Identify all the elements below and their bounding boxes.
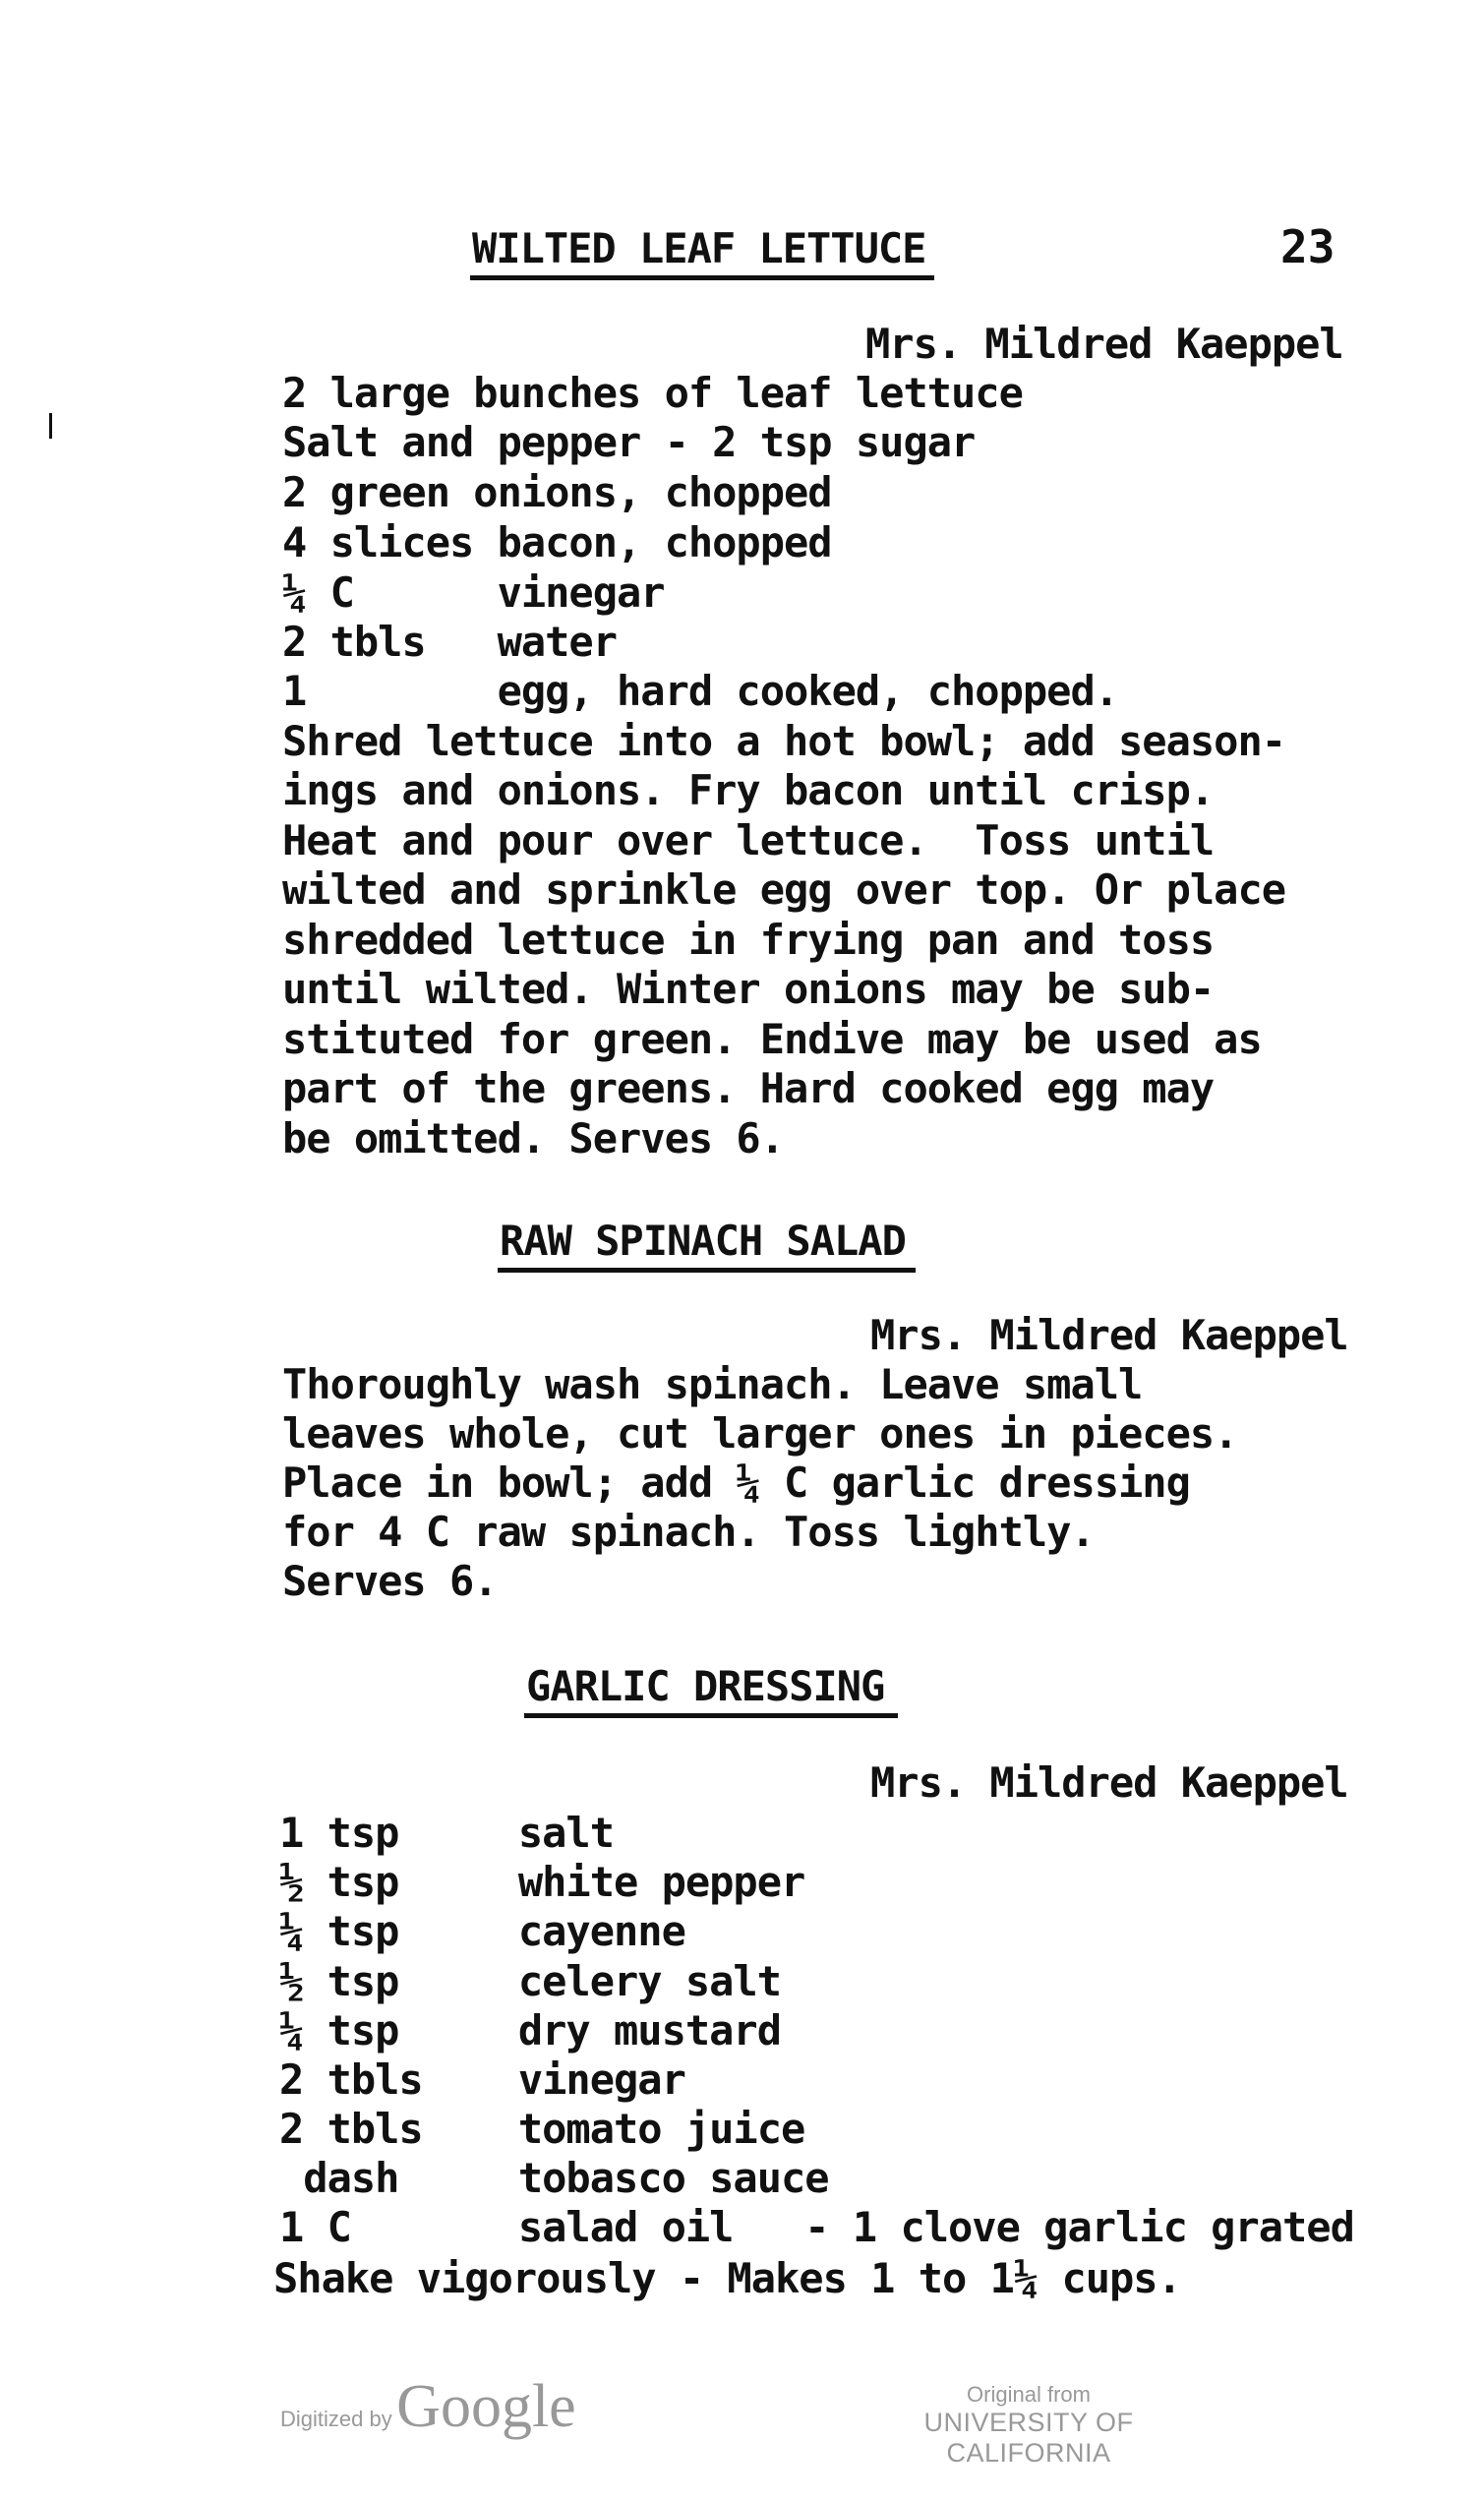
recipe-line: Salt and pepper - 2 tsp sugar	[282, 418, 976, 466]
recipe-line: ¼ tsp cayenne	[279, 1907, 685, 1955]
recipe-line: 2 tbls tomato juice	[279, 2105, 805, 2153]
recipe-line: leaves whole, cut larger ones in pieces.	[282, 1409, 1238, 1458]
original-from-label: Original from	[967, 2382, 1091, 2407]
recipe-line: 1 C salad oil - 1 clove garlic grated	[279, 2203, 1354, 2251]
recipe-line: Heat and pour over lettuce. Toss until	[282, 816, 1215, 864]
recipe-line: Shred lettuce into a hot bowl; add season-	[282, 717, 1286, 765]
recipe-line: stituted for green. Endive may be used as	[282, 1015, 1262, 1063]
recipe-line: wilted and sprinkle egg over top. Or place	[282, 865, 1286, 914]
page-number: 23	[1280, 220, 1336, 273]
recipe-line: for 4 C raw spinach. Toss lightly.	[282, 1508, 1095, 1556]
recipe-line: be omitted. Serves 6.	[282, 1114, 785, 1162]
recipe-line: Serves 6.	[282, 1557, 498, 1605]
recipe-title: RAW SPINACH SALAD	[500, 1217, 906, 1265]
recipe-line: Thoroughly wash spinach. Leave small	[282, 1360, 1143, 1408]
recipe-line: 2 green onions, chopped	[282, 468, 832, 516]
digitized-by-label: Digitized by	[280, 2407, 392, 2431]
recipe-author: Mrs. Mildred Kaeppel	[870, 1758, 1348, 1807]
recipe-author: Mrs. Mildred Kaeppel	[865, 320, 1343, 368]
margin-mark	[49, 413, 52, 439]
institution-label: UNIVERSITY OF CALIFORNIA	[923, 2408, 1134, 2468]
recipe-line: Shake vigorously - Makes 1 to 1¼ cups.	[273, 2254, 1181, 2302]
recipe-line: 1 egg, hard cooked, chopped.	[282, 667, 1119, 715]
title-underline	[524, 1713, 898, 1718]
recipe-line: 4 slices bacon, chopped	[282, 518, 832, 566]
recipe-line: 2 large bunches of leaf lettuce	[282, 369, 1023, 417]
recipe-line: dash tobasco sauce	[279, 2154, 829, 2202]
recipe-line: 2 tbls vinegar	[279, 2055, 685, 2104]
recipe-line: 2 tbls water	[282, 618, 618, 666]
title-underline	[498, 1268, 916, 1273]
recipe-line: ¼ C vinegar	[282, 568, 665, 617]
recipe-title: WILTED LEAF LETTUCE	[472, 224, 926, 272]
recipe-line: until wilted. Winter onions may be sub-	[282, 965, 1215, 1013]
recipe-line: shredded lettuce in frying pan and toss	[282, 916, 1215, 964]
recipe-line: ½ tsp white pepper	[279, 1858, 805, 1906]
recipe-line: ½ tsp celery salt	[279, 1957, 782, 2005]
recipe-line: 1 tsp salt	[279, 1809, 615, 1857]
recipe-title: GARLIC DRESSING	[526, 1662, 885, 1710]
recipe-line: ¼ tsp dry mustard	[279, 2006, 782, 2054]
recipe-author: Mrs. Mildred Kaeppel	[870, 1311, 1348, 1359]
title-underline	[470, 275, 934, 280]
digitized-by-google	[280, 2372, 576, 2442]
recipe-line: Place in bowl; add ¼ C garlic dressing	[282, 1459, 1190, 1507]
recipe-line: part of the greens. Hard cooked egg may	[282, 1064, 1215, 1112]
recipe-line: ings and onions. Fry bacon until crisp.	[282, 766, 1215, 814]
google-logo: Google	[396, 2373, 576, 2440]
original-from	[852, 2382, 1206, 2469]
